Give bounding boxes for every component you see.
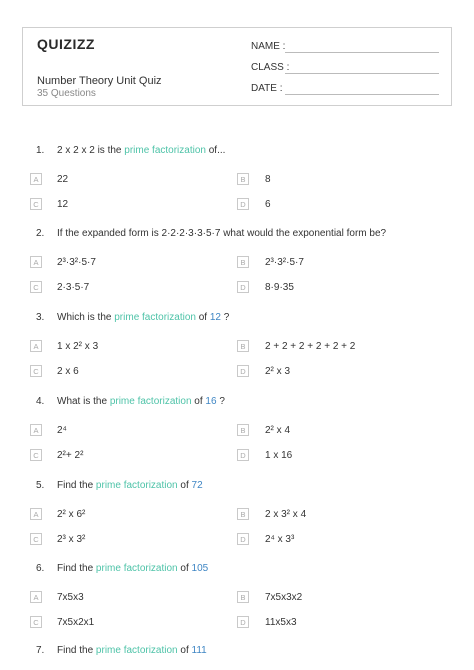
option-d-checkbox[interactable]: D xyxy=(237,533,249,545)
question-text: of xyxy=(177,480,192,491)
option-a-text: 2³·3²·5·7 xyxy=(57,257,96,268)
question-text: Find the xyxy=(57,563,96,574)
vocabulary-highlight: prime factorization xyxy=(114,312,196,323)
question-text: Which is the xyxy=(57,312,115,323)
option-a-checkbox[interactable]: A xyxy=(30,256,42,268)
option-c-text: 2 x 6 xyxy=(57,366,79,377)
question-number: 3. xyxy=(36,312,45,323)
date-line xyxy=(285,94,439,95)
question-text: ? xyxy=(216,396,225,407)
option-c-checkbox[interactable]: C xyxy=(30,449,42,461)
option-c-checkbox[interactable]: C xyxy=(30,281,42,293)
option-b-checkbox[interactable]: B xyxy=(237,424,249,436)
option-c-text: 7x5x2x1 xyxy=(57,617,95,628)
option-b-text: 2 x 3² x 4 xyxy=(265,509,307,520)
option-c-text: 12 xyxy=(57,199,69,210)
option-b-text: 8 xyxy=(265,174,271,185)
option-d-text: 8·9·35 xyxy=(265,282,294,293)
question-text: 2 x 2 x 2 is the xyxy=(57,145,125,156)
option-c-text: 2²+ 2² xyxy=(57,450,84,461)
question-text: of xyxy=(177,563,192,574)
question-text: of xyxy=(177,645,192,656)
question-3 xyxy=(36,312,229,323)
option-b-text: 7x5x3x2 xyxy=(265,592,303,603)
option-a-checkbox[interactable]: A xyxy=(30,591,42,603)
vocabulary-highlight: prime factorization xyxy=(95,480,178,491)
option-d-text: 2⁴ x 3³ xyxy=(265,534,295,545)
question-text: What is the xyxy=(57,396,110,407)
option-b-checkbox[interactable]: B xyxy=(237,173,249,185)
question-number-highlight: 111 xyxy=(191,645,207,656)
name-label: NAME : xyxy=(251,41,286,52)
question-number-highlight: 16 xyxy=(205,396,217,407)
option-b-text: 2 + 2 + 2 + 2 + 2 + 2 xyxy=(265,341,356,352)
question-text: Find the xyxy=(57,645,96,656)
option-a-checkbox[interactable]: A xyxy=(30,173,42,185)
name-line xyxy=(285,52,439,53)
date-label: DATE : xyxy=(251,83,283,94)
question-text: ? xyxy=(220,312,230,323)
option-b-checkbox[interactable]: B xyxy=(237,508,249,520)
option-a-text: 2² x 6² xyxy=(57,509,86,520)
option-d-text: 1 x 16 xyxy=(265,450,293,461)
vocabulary-highlight: prime factorization xyxy=(95,645,178,656)
option-d-text: 2² x 3 xyxy=(265,366,291,377)
question-text: Find the xyxy=(57,480,96,491)
question-number: 7. xyxy=(36,645,45,656)
option-c-text: 2·3·5·7 xyxy=(57,282,90,293)
question-number: 5. xyxy=(36,480,45,491)
question-6 xyxy=(36,563,208,574)
option-d-text: 6 xyxy=(265,199,271,210)
option-b-text: 2³·3²·5·7 xyxy=(265,257,304,268)
question-number-highlight: 72 xyxy=(191,480,203,491)
question-4 xyxy=(36,396,225,407)
option-d-checkbox[interactable]: D xyxy=(237,616,249,628)
question-2 xyxy=(36,228,386,239)
quiz-title: Number Theory Unit Quiz xyxy=(37,75,162,87)
question-5 xyxy=(36,480,203,491)
worksheet-header xyxy=(22,27,452,106)
vocabulary-highlight: prime factorization xyxy=(95,563,178,574)
option-a-checkbox[interactable]: A xyxy=(30,424,42,436)
option-a-text: 7x5x3 xyxy=(57,592,84,603)
option-d-text: 11x5x3 xyxy=(265,617,297,628)
option-d-checkbox[interactable]: D xyxy=(237,365,249,377)
option-b-checkbox[interactable]: B xyxy=(237,591,249,603)
question-number: 2. xyxy=(36,228,45,239)
class-line xyxy=(285,73,439,74)
option-c-checkbox[interactable]: C xyxy=(30,533,42,545)
question-number: 4. xyxy=(36,396,45,407)
option-c-checkbox[interactable]: C xyxy=(30,616,42,628)
option-a-text: 2⁴ xyxy=(57,425,67,436)
question-text: If the expanded form is 2·2·2·3·3·5·7 what would the exponential form be? xyxy=(57,228,387,239)
class-label: CLASS : xyxy=(251,62,290,73)
question-text: of... xyxy=(205,145,226,156)
option-b-text: 2² x 4 xyxy=(265,425,291,436)
vocabulary-highlight: prime factorization xyxy=(109,396,192,407)
question-1 xyxy=(36,145,225,156)
question-number-highlight: 12 xyxy=(209,312,221,323)
question-number: 6. xyxy=(36,563,45,574)
option-a-text: 22 xyxy=(57,174,69,185)
option-c-checkbox[interactable]: C xyxy=(30,365,42,377)
question-text: of xyxy=(191,396,206,407)
option-a-text: 1 x 2² x 3 xyxy=(57,341,99,352)
vocabulary-highlight: prime factorization xyxy=(124,145,206,156)
option-a-checkbox[interactable]: A xyxy=(30,508,42,520)
option-a-checkbox[interactable]: A xyxy=(30,340,42,352)
option-c-text: 2³ x 3² xyxy=(57,534,86,545)
option-d-checkbox[interactable]: D xyxy=(237,449,249,461)
question-count: 35 Questions xyxy=(37,88,96,99)
question-text: of xyxy=(195,312,210,323)
quizizz-logo: QUIZIZZ xyxy=(37,36,95,52)
option-c-checkbox[interactable]: C xyxy=(30,198,42,210)
question-number: 1. xyxy=(36,145,45,156)
option-b-checkbox[interactable]: B xyxy=(237,340,249,352)
question-number-highlight: 105 xyxy=(191,563,209,574)
question-7 xyxy=(36,645,207,656)
option-d-checkbox[interactable]: D xyxy=(237,198,249,210)
option-d-checkbox[interactable]: D xyxy=(237,281,249,293)
option-b-checkbox[interactable]: B xyxy=(237,256,249,268)
